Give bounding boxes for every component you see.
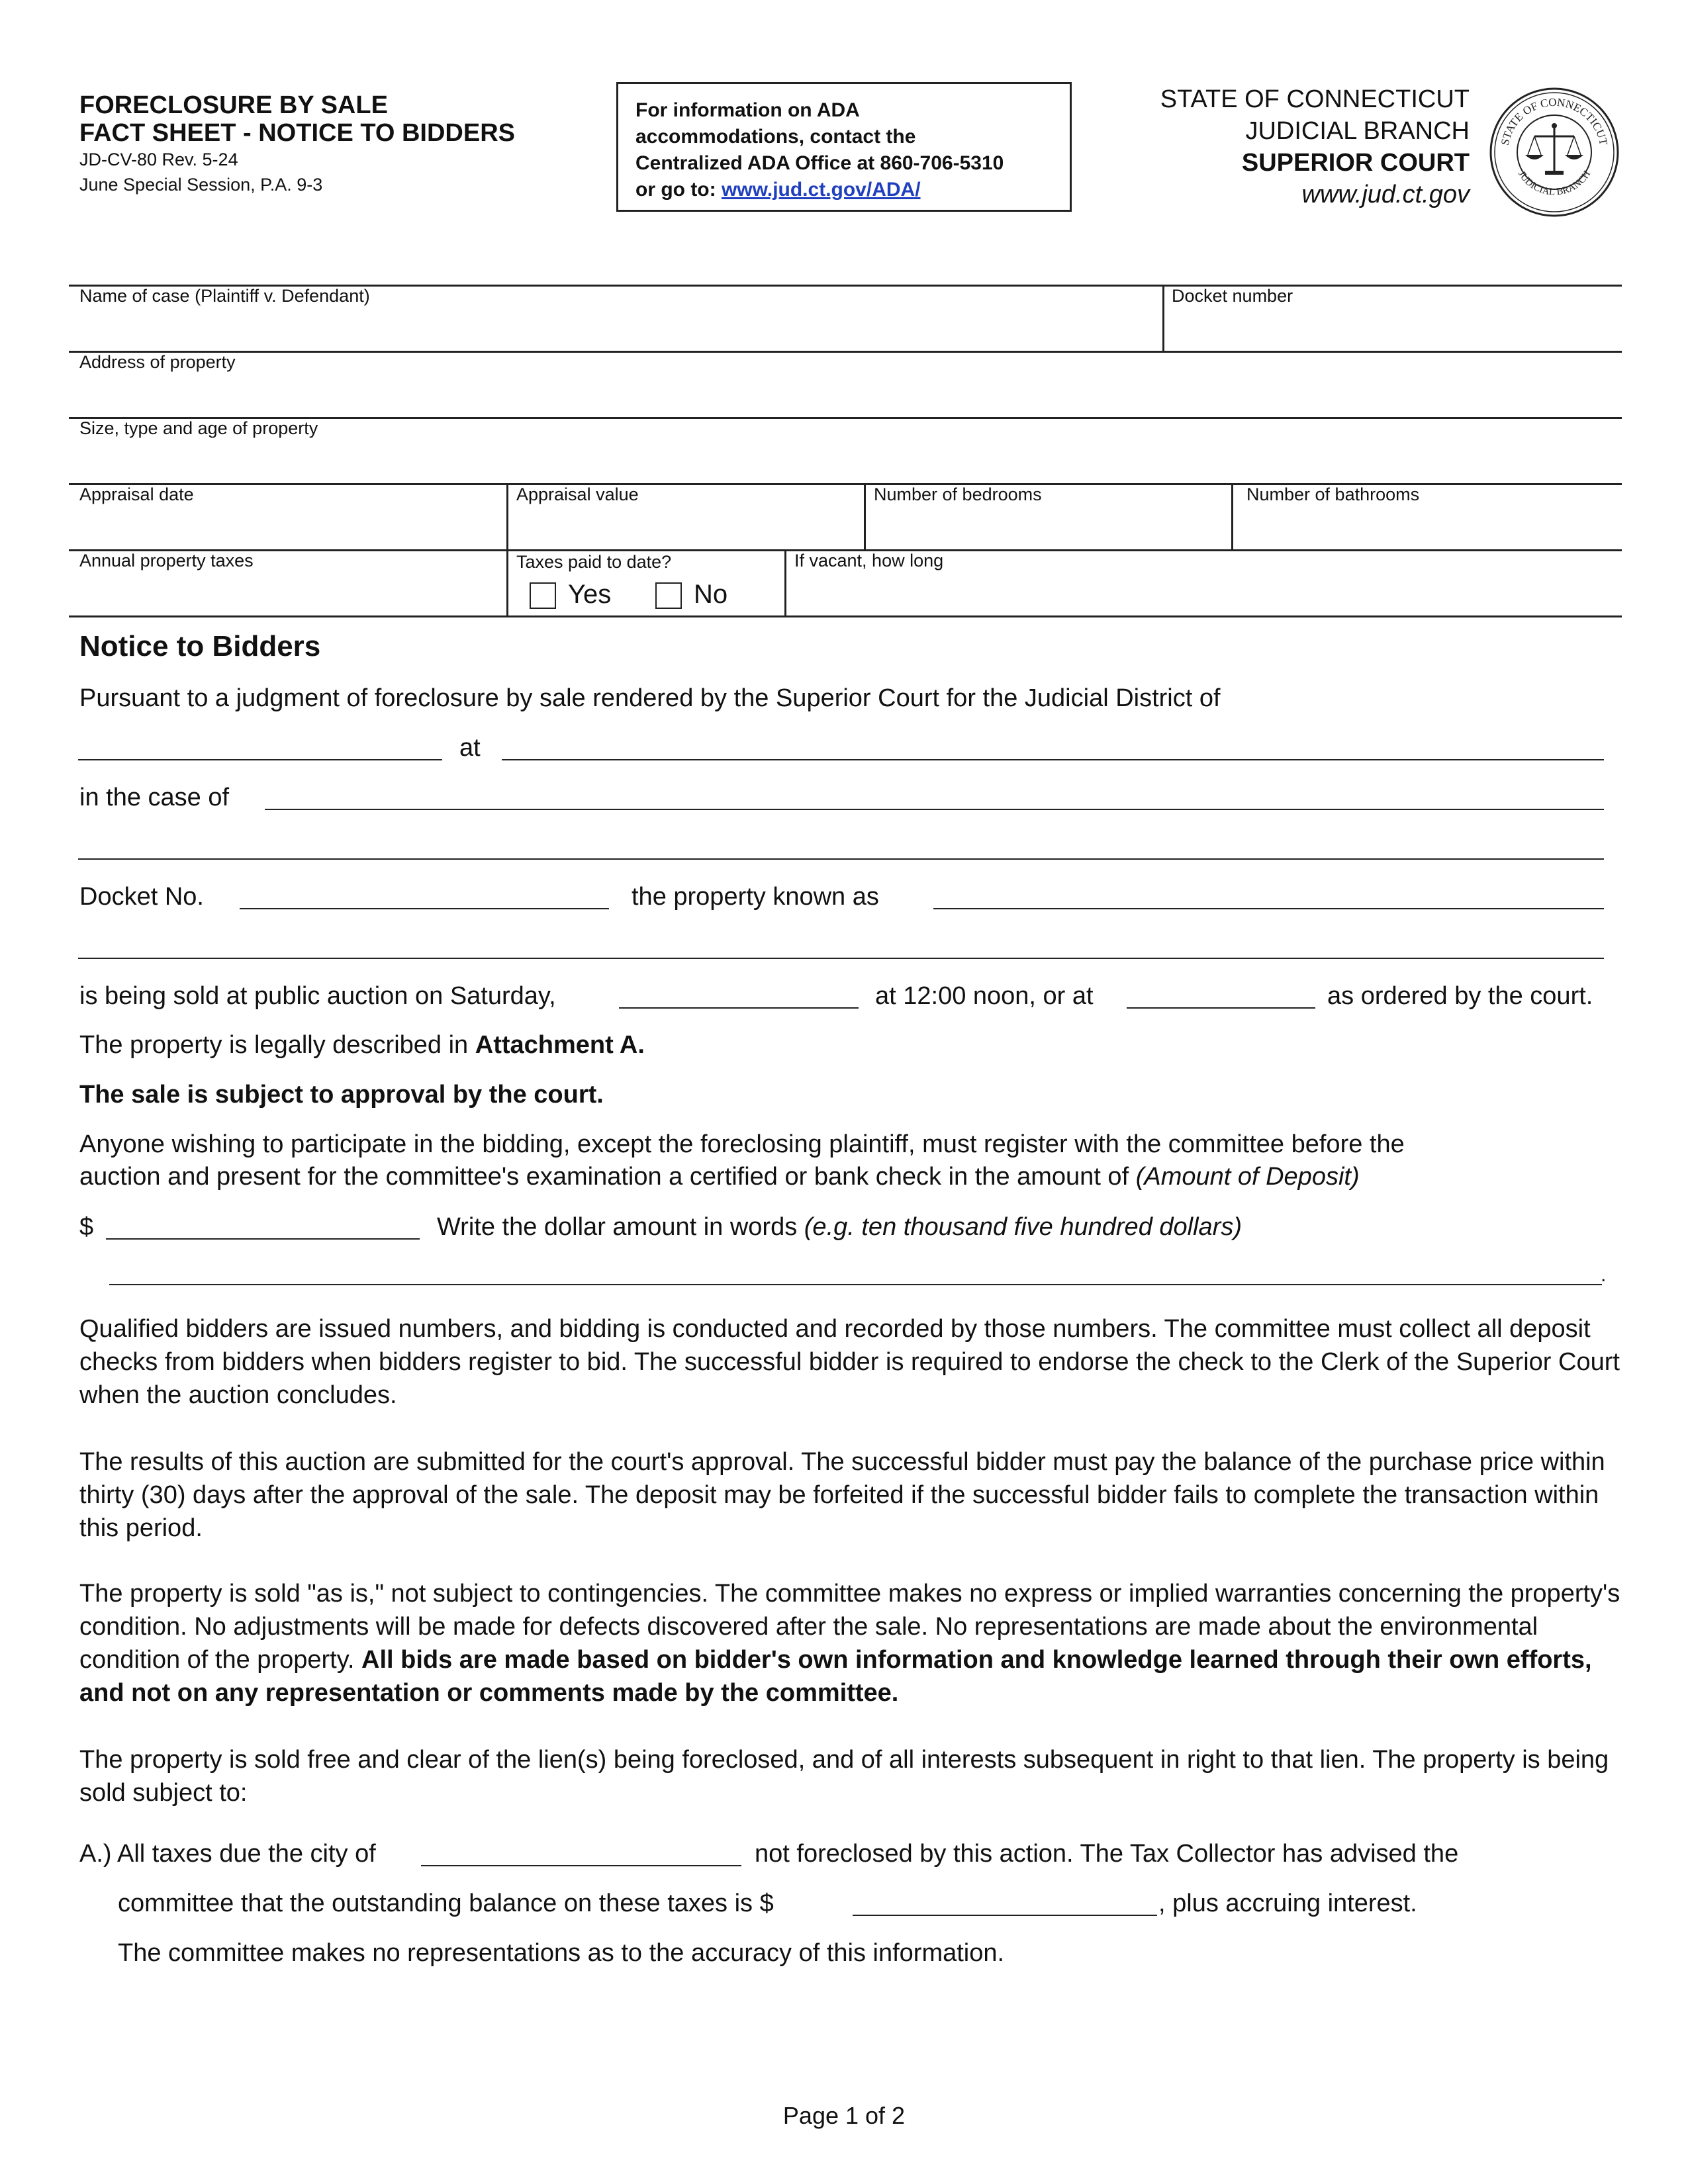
as-is-paragraph	[79, 1577, 1622, 1709]
at-text: at	[459, 734, 481, 762]
court-name: SUPERIOR COURT	[1241, 149, 1470, 177]
session-reference: June Special Session, P.A. 9-3	[79, 175, 323, 195]
auction-date-blank[interactable]	[619, 1007, 859, 1009]
vacant-duration-field[interactable]: If vacant, how long	[794, 551, 944, 570]
appraisal-value-field[interactable]: Appraisal value	[516, 484, 639, 504]
court-location-blank[interactable]	[502, 759, 1604, 760]
approval-text: The sale is subject to approval by the court.	[79, 1081, 604, 1109]
grid-divider-taxes-paid	[506, 549, 508, 615]
state-name: STATE OF CONNECTICUT	[1160, 85, 1470, 113]
legal-description-prefix: The property is legally described in	[79, 1031, 475, 1059]
docket-no-text: Docket No.	[79, 883, 204, 911]
taxes-a-prefix: A.) All taxes due the city of	[79, 1840, 376, 1868]
grid-rule-6	[69, 615, 1622, 617]
branch-name: JUDICIAL BRANCH	[1245, 117, 1470, 145]
auction-noon-text: at 12:00 noon, or at	[875, 982, 1094, 1010]
dollar-sign: $	[79, 1213, 94, 1241]
form-number: JD-CV-80 Rev. 5-24	[79, 150, 238, 169]
case-name-field[interactable]: Name of case (Plaintiff v. Defendant)	[79, 286, 370, 306]
tax-balance-blank[interactable]	[853, 1915, 1157, 1916]
notice-heading: Notice to Bidders	[79, 630, 321, 662]
ada-line4	[635, 177, 1053, 203]
appraisal-date-field[interactable]: Appraisal date	[79, 484, 194, 504]
page-number: Page 1 of 2	[782, 2102, 906, 2129]
ada-line1: For information on ADA	[635, 99, 860, 121]
bathrooms-field[interactable]: Number of bathrooms	[1246, 484, 1420, 504]
ada-line3: Centralized ADA Office at 860-706-5310	[635, 152, 1004, 174]
balance-suffix: , plus accruing interest.	[1158, 1889, 1417, 1917]
taxes-paid-no-checkbox[interactable]	[655, 582, 682, 609]
as-is-bold-text: All bids are made based on bidder's own information and knowledge learned through their own efforts, and not on any representation or comments made by the committee.	[79, 1646, 1592, 1707]
register-line1: Anyone wishing to participate in the bidding, except the foreclosing plaintiff, must register with the committee before the	[79, 1130, 1405, 1158]
words-example: (e.g. ten thousand five hundred dollars)	[804, 1213, 1242, 1241]
ada-link[interactable]: www.jud.ct.gov/ADA/	[721, 179, 921, 201]
auction-prefix-text: is being sold at public auction on Saturday,	[79, 982, 556, 1010]
docket-number-field[interactable]: Docket number	[1172, 286, 1293, 306]
property-size-field[interactable]: Size, type and age of property	[79, 418, 318, 438]
property-address-field[interactable]: Address of property	[79, 352, 236, 372]
deposit-words-blank[interactable]	[109, 1284, 1602, 1285]
judicial-district-blank[interactable]	[78, 759, 442, 760]
grid-divider-bedrooms	[864, 483, 866, 549]
register-line2	[79, 1160, 1360, 1193]
tax-city-blank[interactable]	[421, 1865, 741, 1866]
case-name-blank-line2[interactable]	[78, 858, 1604, 860]
taxes-paid-label: Taxes paid to date?	[516, 552, 672, 572]
yes-label: Yes	[568, 580, 612, 609]
grid-divider-docket	[1162, 285, 1164, 351]
annual-taxes-field[interactable]: Annual property taxes	[79, 551, 254, 570]
docket-no-blank[interactable]	[240, 908, 609, 909]
taxes-paid-yes-checkbox[interactable]	[530, 582, 556, 609]
form-title-line2: FACT SHEET - NOTICE TO BIDDERS	[79, 119, 516, 147]
words-prefix: Write the dollar amount in words	[437, 1213, 804, 1241]
property-known-as-blank-line2[interactable]	[78, 958, 1604, 959]
grid-rule-2	[69, 351, 1622, 353]
property-known-as-text: the property known as	[632, 883, 879, 911]
balance-prefix: committee that the outstanding balance on these taxes is $	[118, 1889, 774, 1917]
court-header	[1160, 83, 1470, 210]
no-label: No	[694, 580, 728, 609]
auction-location-blank[interactable]	[1127, 1007, 1315, 1009]
results-paragraph: The results of this auction are submitted for the court's approval. The successful bidder must pay the balance of the purchase price within thirty (30) days after the approval of the sale. The deposit may be forfeited if the successful bidder fails to complete the transaction within this period.	[79, 1448, 1605, 1542]
judicial-seal-icon	[1488, 86, 1620, 218]
legal-description-text	[79, 1028, 645, 1062]
seal-text-bottom: JUDICIAL BRANCH	[1515, 169, 1593, 198]
auction-suffix-text: as ordered by the court.	[1327, 982, 1593, 1010]
case-name-blank[interactable]	[265, 809, 1604, 810]
taxes-a-suffix: not foreclosed by this action. The Tax Collector has advised the	[755, 1840, 1459, 1868]
ada-line2: accommodations, contact the	[635, 126, 916, 148]
ada-line4-prefix: or go to:	[635, 179, 722, 201]
as-is-text: The property is sold "as is," not subject to contingencies. The committee makes no express or implied warranties concerning the property's condition. No adjustments will be made for defects discovered after the sale. No representations are made about the environmental condition of the property.	[79, 1580, 1620, 1674]
attachment-a-reference: Attachment A.	[475, 1031, 645, 1059]
ada-info-box	[616, 82, 1072, 212]
deposit-amount-blank[interactable]	[106, 1238, 420, 1240]
form-title-line1: FORECLOSURE BY SALE	[79, 91, 388, 119]
grid-divider-appraisal-value	[506, 483, 508, 549]
no-representations-text: The committee makes no representations as to the accuracy of this information.	[118, 1939, 1005, 1967]
words-period: .	[1601, 1264, 1607, 1286]
property-known-as-blank[interactable]	[933, 908, 1604, 909]
bedrooms-field[interactable]: Number of bedrooms	[874, 484, 1042, 504]
words-instruction	[437, 1210, 1242, 1244]
register-line2-prefix: auction and present for the committee's examination a certified or bank check in the amount of	[79, 1163, 1136, 1191]
free-and-clear-paragraph: The property is sold free and clear of the lien(s) being foreclosed, and of all interests subsequent in right to that lien. The property is being sold subject to:	[79, 1746, 1609, 1807]
grid-divider-vacant	[784, 549, 786, 615]
in-case-of-text: in the case of	[79, 784, 230, 811]
court-website[interactable]: www.jud.ct.gov	[1301, 181, 1470, 208]
grid-divider-bathrooms	[1231, 483, 1233, 549]
amount-of-deposit-hint: (Amount of Deposit)	[1135, 1163, 1360, 1191]
bidders-paragraph: Qualified bidders are issued numbers, and bidding is conducted and recorded by those numbers. The committee must collect all deposit checks from bidders when bidders register to bid. The successful bidder is required to endorse the check to the Clerk of the Superior Court when the auction concludes.	[79, 1315, 1620, 1409]
pursuant-text: Pursuant to a judgment of foreclosure by sale rendered by the Superior Court for the Judicial District of	[79, 684, 1221, 712]
seal-text-top: STATE OF CONNECTICUT	[1498, 95, 1611, 147]
